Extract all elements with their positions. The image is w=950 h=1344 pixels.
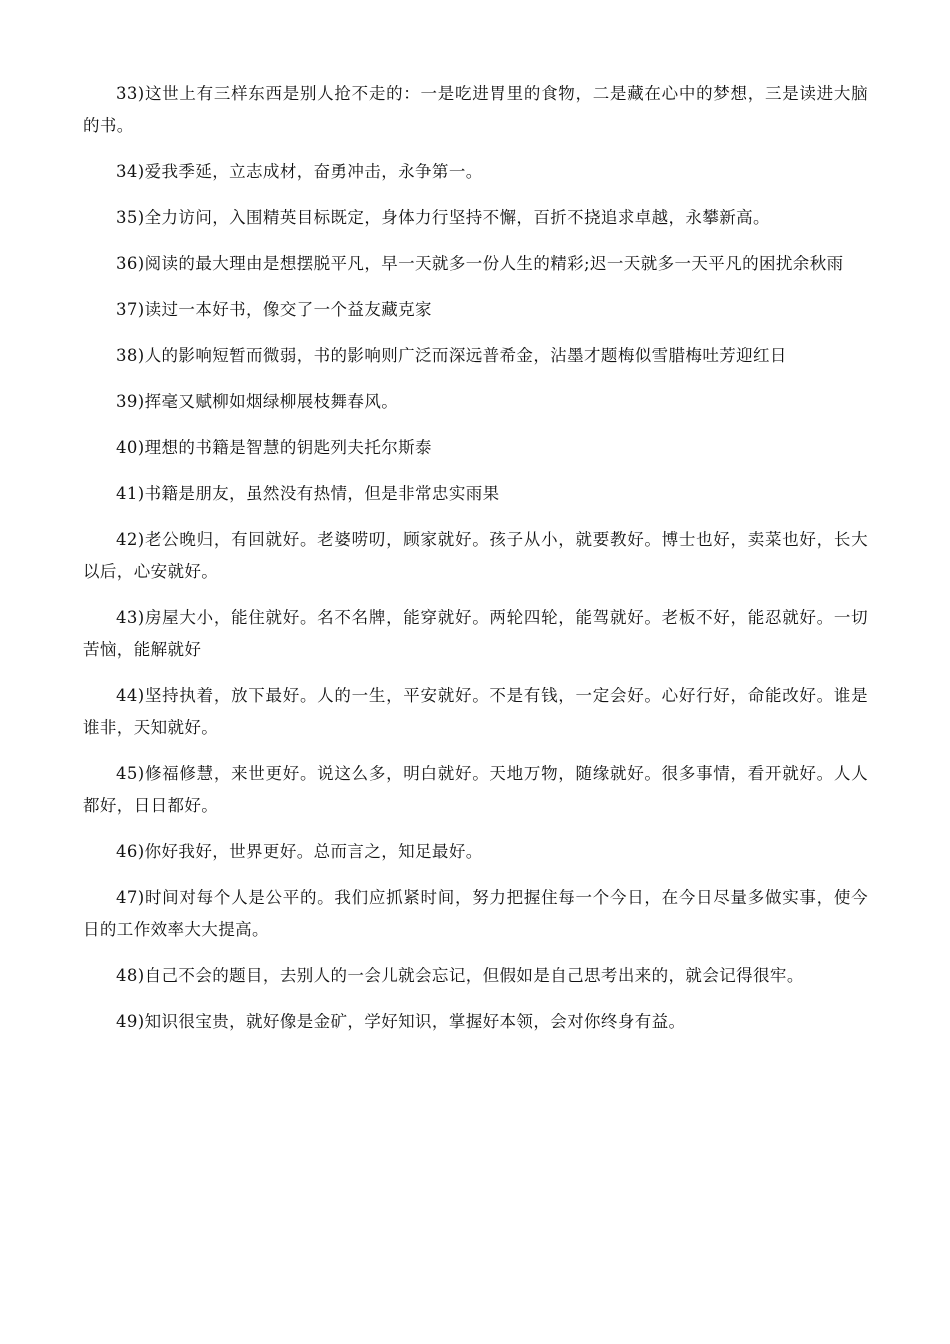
paragraph-47: 47)时间对每个人是公平的。我们应抓紧时间，努力把握住每一个今日，在今日尽量多做实事，使今日的工作效率大大提高。: [83, 888, 868, 939]
paragraph-43: 43)房屋大小，能住就好。名不名牌，能穿就好。两轮四轮，能驾就好。老板不好，能忍就好。一切苦恼，能解就好: [83, 608, 868, 659]
document-body: [83, 78, 868, 1052]
paragraph-36: 36)阅读的最大理由是想摆脱平凡，早一天就多一份人生的精彩;迟一天就多一天平凡的困扰余秋雨: [116, 254, 844, 273]
paragraph-37: 37)读过一本好书，像交了一个益友藏克家: [116, 300, 432, 319]
paragraph-44: 44)坚持执着，放下最好。人的一生，平安就好。不是有钱，一定会好。心好行好，命能改好。谁是谁非，天知就好。: [83, 686, 868, 737]
paragraph-39: 39)挥毫又赋柳如烟绿柳展枝舞春风。: [116, 392, 399, 411]
paragraph-49: 49)知识很宝贵，就好像是金矿，学好知识，掌握好本领，会对你终身有益。: [116, 1012, 686, 1031]
paragraph-48: 48)自己不会的题目，去别人的一会儿就会忘记，但假如是自己思考出来的，就会记得很牢。: [116, 966, 804, 985]
paragraph-42: 42)老公晚归，有回就好。老婆唠叨，顾家就好。孩子从小，就要教好。博士也好，卖菜也好，长大以后，心安就好。: [83, 530, 868, 581]
paragraph-33: 33)这世上有三样东西是别人抢不走的：一是吃进胃里的食物，二是藏在心中的梦想，三是读进大脑的书。: [83, 84, 868, 135]
paragraph-45: 45)修福修慧，来世更好。说这么多，明白就好。天地万物，随缘就好。很多事情，看开就好。人人都好，日日都好。: [83, 764, 868, 815]
paragraph-35: 35)全力访问，入围精英目标既定，身体力行坚持不懈，百折不挠追求卓越，永攀新高。: [116, 208, 770, 227]
paragraph-38: 38)人的影响短暂而微弱，书的影响则广泛而深远普希金，沾墨才题梅似雪腊梅吐芳迎红日: [116, 346, 787, 365]
paragraph-46: 46)你好我好，世界更好。总而言之，知足最好。: [116, 842, 483, 861]
paragraph-34: 34)爱我季延，立志成材，奋勇冲击，永争第一。: [116, 162, 483, 181]
paragraph-41: 41)书籍是朋友，虽然没有热情，但是非常忠实雨果: [116, 484, 500, 503]
paragraph-40: 40)理想的书籍是智慧的钥匙列夫托尔斯泰: [116, 438, 432, 457]
